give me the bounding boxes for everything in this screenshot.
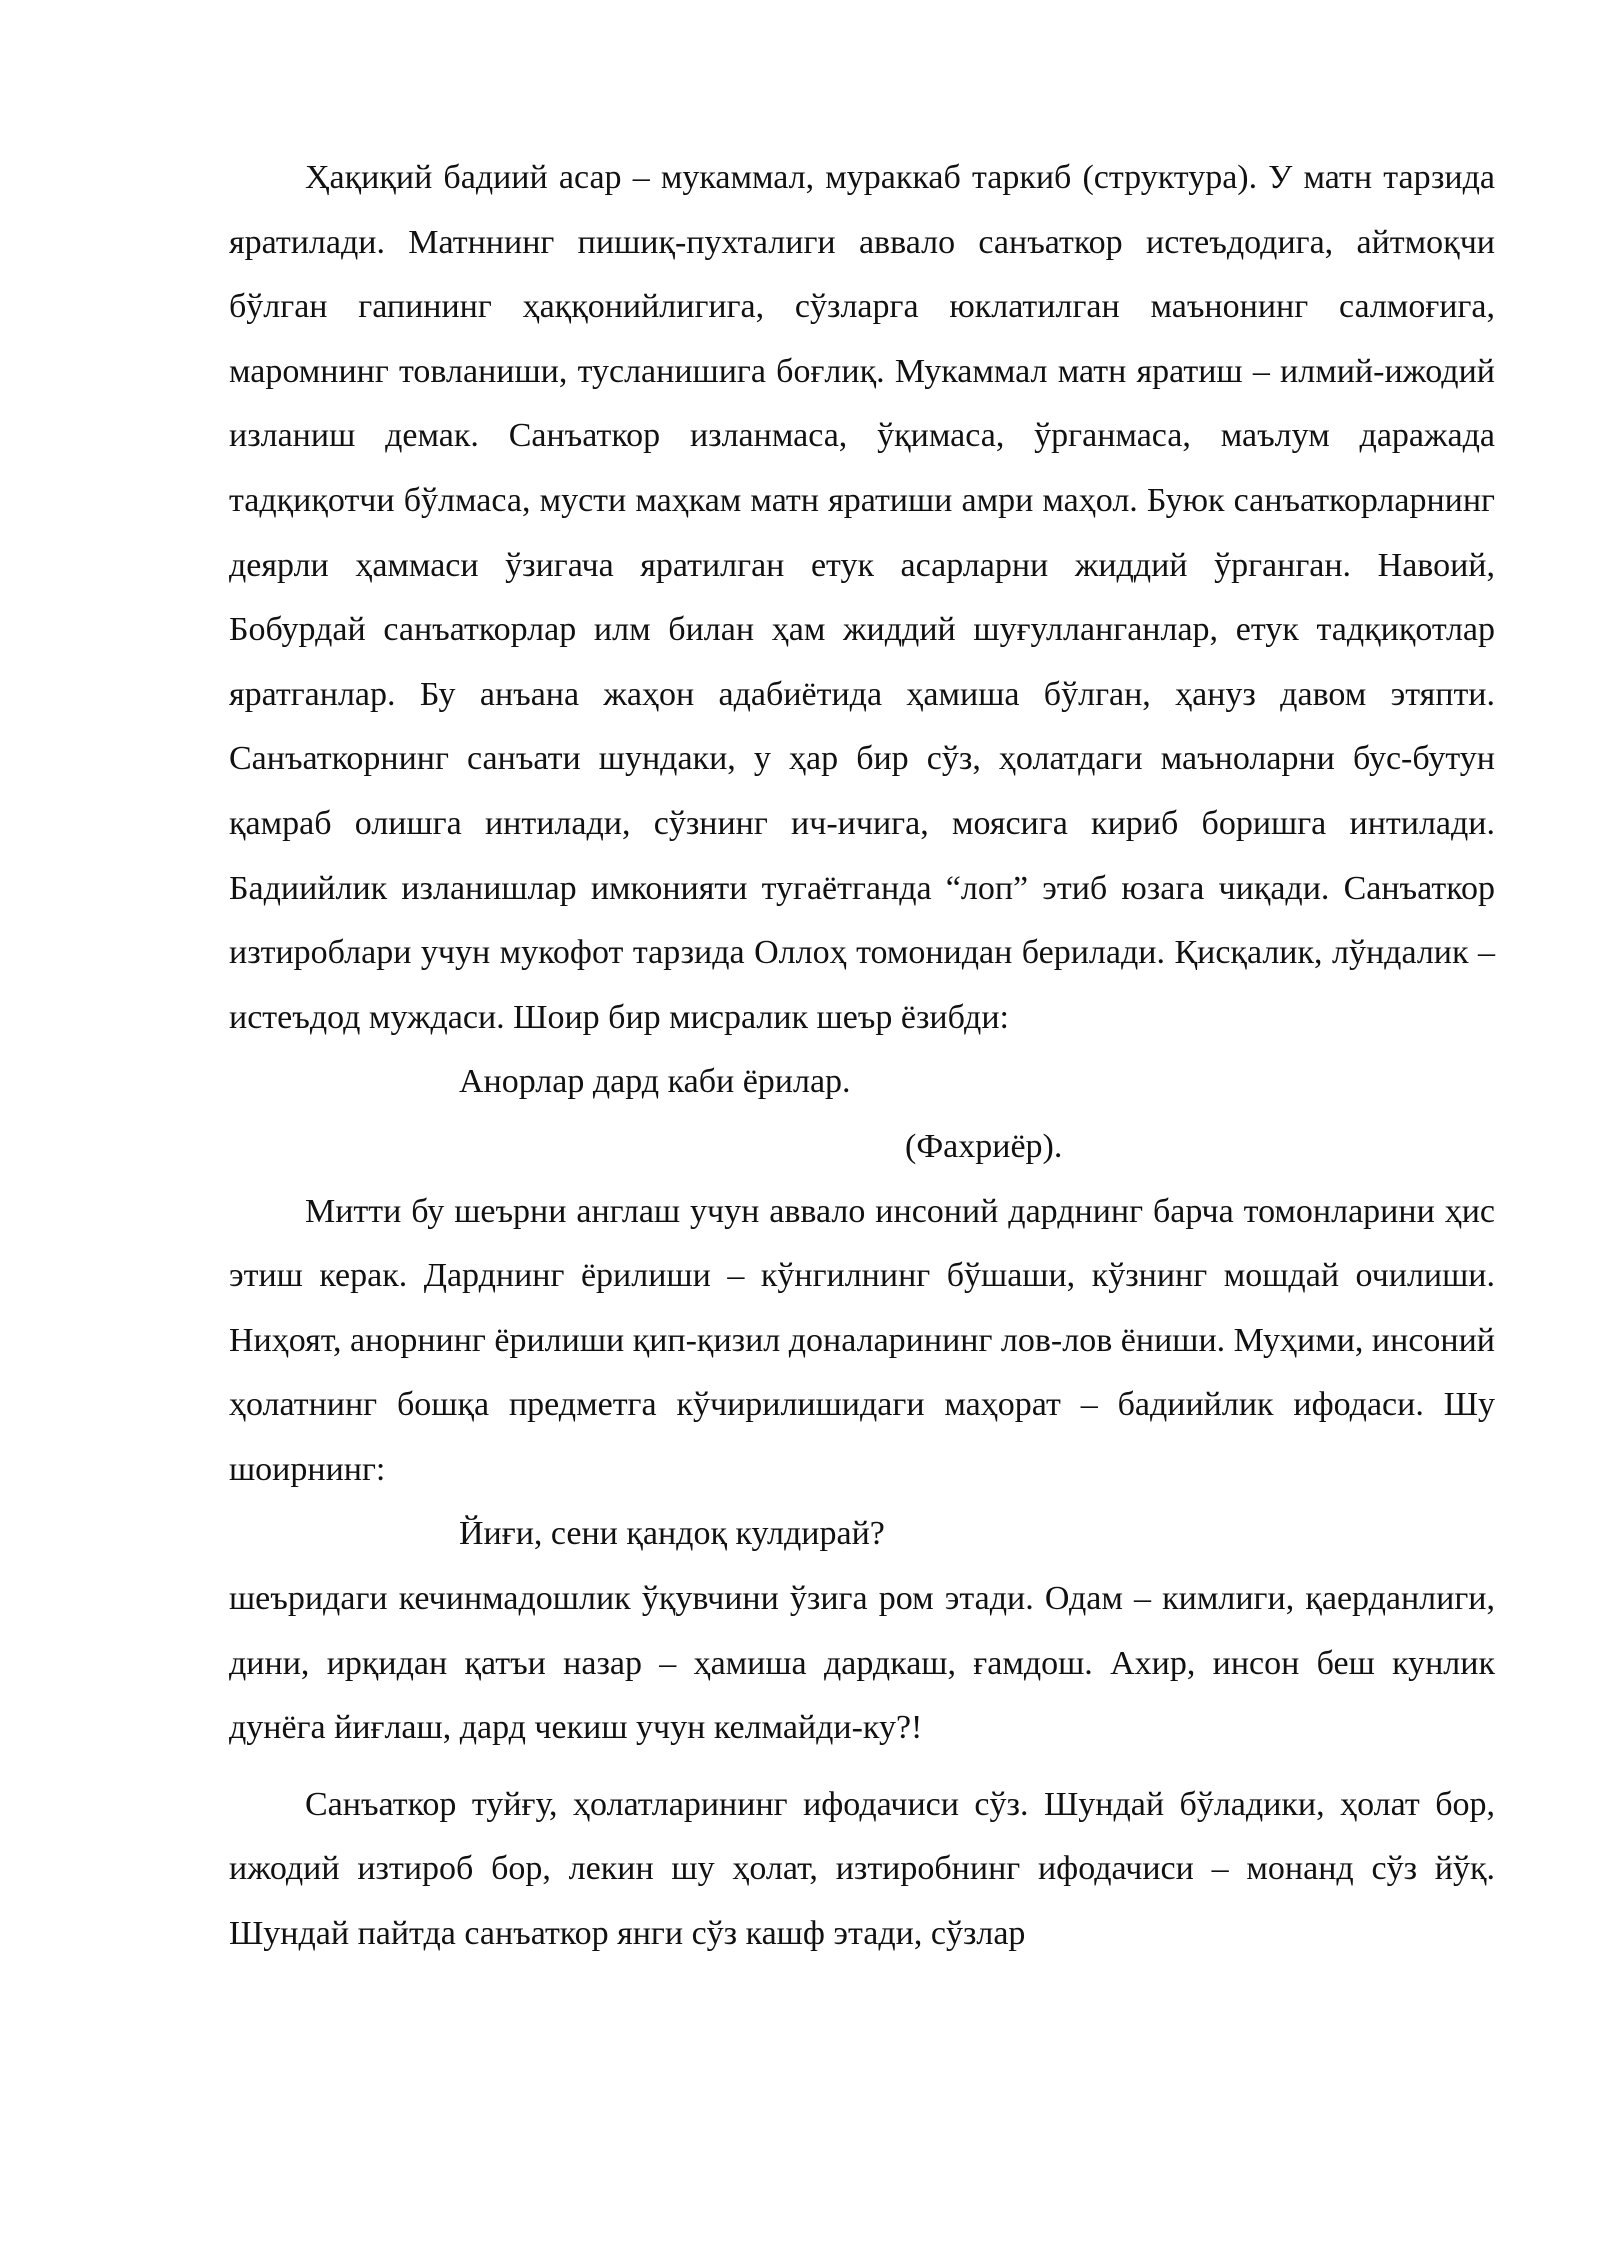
paragraph-2: Митти бу шеърни англаш учун аввало инсоний дарднинг барча томонларини ҳис этиш керак. Дарднинг ёрилиши – кўнгилнинг бўшаши, кўзнинг мошдай очилиши. Ниҳоят, анорнинг ёрилиши қип-қизил доналарининг лов-лов ёниши. Муҳими, инсоний ҳолатнинг бошқа предметга кўчирилишидаги маҳорат – бадиийлик ифодаси. Шу шоирнинг:: [229, 1192, 1495, 1488]
document-page: [229, 146, 1495, 1967]
verse-line-1: Анорлар дард каби ёрилар.: [459, 1063, 851, 1101]
paragraph-3: шеъридаги кечинмадошлик ўқувчини ўзига ром этади. Одам – кимлиги, қаерданлиги, дини, ирқидан қатъи назар – ҳамиша дардкаш, ғамдош. Ахир, инсон беш кунлик дунёга йиғлаш, дард чекиш учун келмайди-ку?!: [229, 1580, 1495, 1747]
paragraph-4: Санъаткор туйғу, ҳолатларининг ифодачиси сўз. Шундай бўладики, ҳолат бор, ижодий изтироб бор, лекин шу ҳолат, изтиробнинг ифодачиси – монанд сўз йўқ. Шундай пайтда санъаткор янги сўз кашф этади, сўзлар: [229, 1785, 1495, 1953]
verse-attribution: (Фахриёр).: [905, 1127, 1063, 1165]
verse-line-2: Йиғи, сени қандоқ кулдирай?: [459, 1515, 885, 1553]
paragraph-1: Ҳақиқий бадиий асар – мукаммал, мураккаб таркиб (структура). У матн тарзида яратилади. Матннинг пишиқ-пухталиги аввало санъаткор истеъдодига, айтмоқчи бўлган гапининг ҳаққонийлигига, сўзларга юклатилган маънонинг салмоғига, маромнинг товланиши, тусланишига боғлиқ. Мукаммал матн яратиш – илмий-ижодий изланиш демак. Санъаткор изланмаса, ўқимаса, ўрганмаса, маълум даражада тадқиқотчи бўлмаса, мусти маҳкам матн яратиши амри маҳол. Буюк санъаткорларнинг деярли ҳаммаси ўзигача яратилган етук асарларни жиддий ўрганган. Навоий, Бобурдай санъаткорлар илм билан ҳам жиддий шуғулланганлар, етук тадқиқотлар яратганлар. Бу анъана жаҳон адабиётида ҳамиша бўлган, ҳануз давом этяпти. Санъаткорнинг санъати шундаки, у ҳар бир сўз, ҳолатдаги маъноларни бус-бутун қамраб олишга интилади, сўзнинг ич-ичига, моясига кириб боришга интилади. Бадиийлик изланишлар имконияти тугаётганда “лоп” этиб юзага чиқади. Санъаткор изтироблари учун мукофот тарзида Оллоҳ томонидан берилади. Қисқалик, лўндалик – истеъдод муждаси. Шоир бир мисралик шеър ёзибди:: [229, 159, 1495, 1036]
